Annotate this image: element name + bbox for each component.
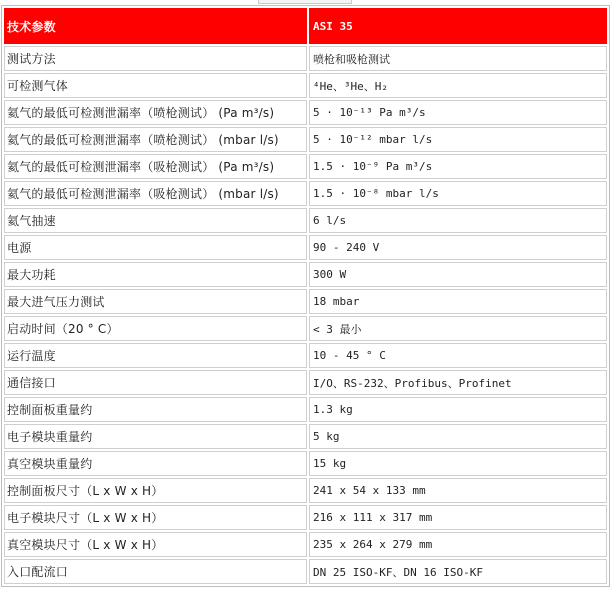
param-value: 1.5 · 10⁻⁸ mbar l/s	[309, 181, 607, 206]
param-value: < 3 最小	[309, 316, 607, 341]
param-value: 5 kg	[309, 424, 607, 449]
param-label: 氦气的最低可检测泄漏率（吸枪测试） (mbar l/s)	[4, 181, 307, 206]
param-label: 控制面板重量约	[4, 397, 307, 422]
param-value: 241 x 54 x 133 mm	[309, 478, 607, 503]
param-label: 运行温度	[4, 343, 307, 368]
table-row	[4, 181, 607, 206]
param-label: 电源	[4, 235, 307, 260]
param-value: 1.5 · 10⁻⁹ Pa m³/s	[309, 154, 607, 179]
param-value: 喷枪和吸枪测试	[309, 46, 607, 71]
param-label: 可检测气体	[4, 73, 307, 98]
table-row	[4, 505, 607, 530]
table-row	[4, 478, 607, 503]
param-value: 15 kg	[309, 451, 607, 476]
param-label: 氦气的最低可检测泄漏率（喷枪测试） (mbar l/s)	[4, 127, 307, 152]
param-label: 控制面板尺寸（L x W x H）	[4, 478, 307, 503]
header-value-cell: ASI 35	[309, 8, 607, 44]
table-row	[4, 73, 607, 98]
param-value: 5 · 10⁻¹² mbar l/s	[309, 127, 607, 152]
param-value: 6 l/s	[309, 208, 607, 233]
top-scroll-strip	[258, 0, 352, 4]
param-value: 10 - 45 ° C	[309, 343, 607, 368]
table-row	[4, 343, 607, 368]
param-label: 通信接口	[4, 370, 307, 395]
table-row	[4, 208, 607, 233]
param-value: I/O、RS-232、Profibus、Profinet	[309, 370, 607, 395]
header-label-cell: 技术参数	[4, 8, 307, 44]
table-row	[4, 154, 607, 179]
param-value: ⁴He、³He、H₂	[309, 73, 607, 98]
table-row	[4, 451, 607, 476]
param-value: 300 W	[309, 262, 607, 287]
param-label: 启动时间（20 ° C）	[4, 316, 307, 341]
param-label: 氦气的最低可检测泄漏率（吸枪测试） (Pa m³/s)	[4, 154, 307, 179]
table-row	[4, 46, 607, 71]
param-label: 最大功耗	[4, 262, 307, 287]
table-row	[4, 100, 607, 125]
param-label: 入口配流口	[4, 559, 307, 584]
table-row	[4, 316, 607, 341]
param-label: 测试方法	[4, 46, 307, 71]
param-value: 18 mbar	[309, 289, 607, 314]
param-label: 氦气的最低可检测泄漏率（喷枪测试） (Pa m³/s)	[4, 100, 307, 125]
param-value: 235 x 264 x 279 mm	[309, 532, 607, 557]
param-label: 电子模块重量约	[4, 424, 307, 449]
table-row	[4, 262, 607, 287]
param-value: 216 x 111 x 317 mm	[309, 505, 607, 530]
param-label: 真空模块尺寸（L x W x H）	[4, 532, 307, 557]
param-label: 氦气抽速	[4, 208, 307, 233]
param-value: 90 - 240 V	[309, 235, 607, 260]
table-row	[4, 559, 607, 584]
param-value: DN 25 ISO-KF、DN 16 ISO-KF	[309, 559, 607, 584]
param-label: 最大进气压力测试	[4, 289, 307, 314]
table-row	[4, 532, 607, 557]
table-row	[4, 127, 607, 152]
table-row	[4, 370, 607, 395]
table-row	[4, 424, 607, 449]
table-row	[4, 289, 607, 314]
param-value: 5 · 10⁻¹³ Pa m³/s	[309, 100, 607, 125]
param-label: 真空模块重量约	[4, 451, 307, 476]
table-header-row	[4, 8, 607, 44]
specification-table	[1, 5, 610, 587]
table-row	[4, 397, 607, 422]
param-value: 1.3 kg	[309, 397, 607, 422]
table-row	[4, 235, 607, 260]
param-label: 电子模块尺寸（L x W x H）	[4, 505, 307, 530]
